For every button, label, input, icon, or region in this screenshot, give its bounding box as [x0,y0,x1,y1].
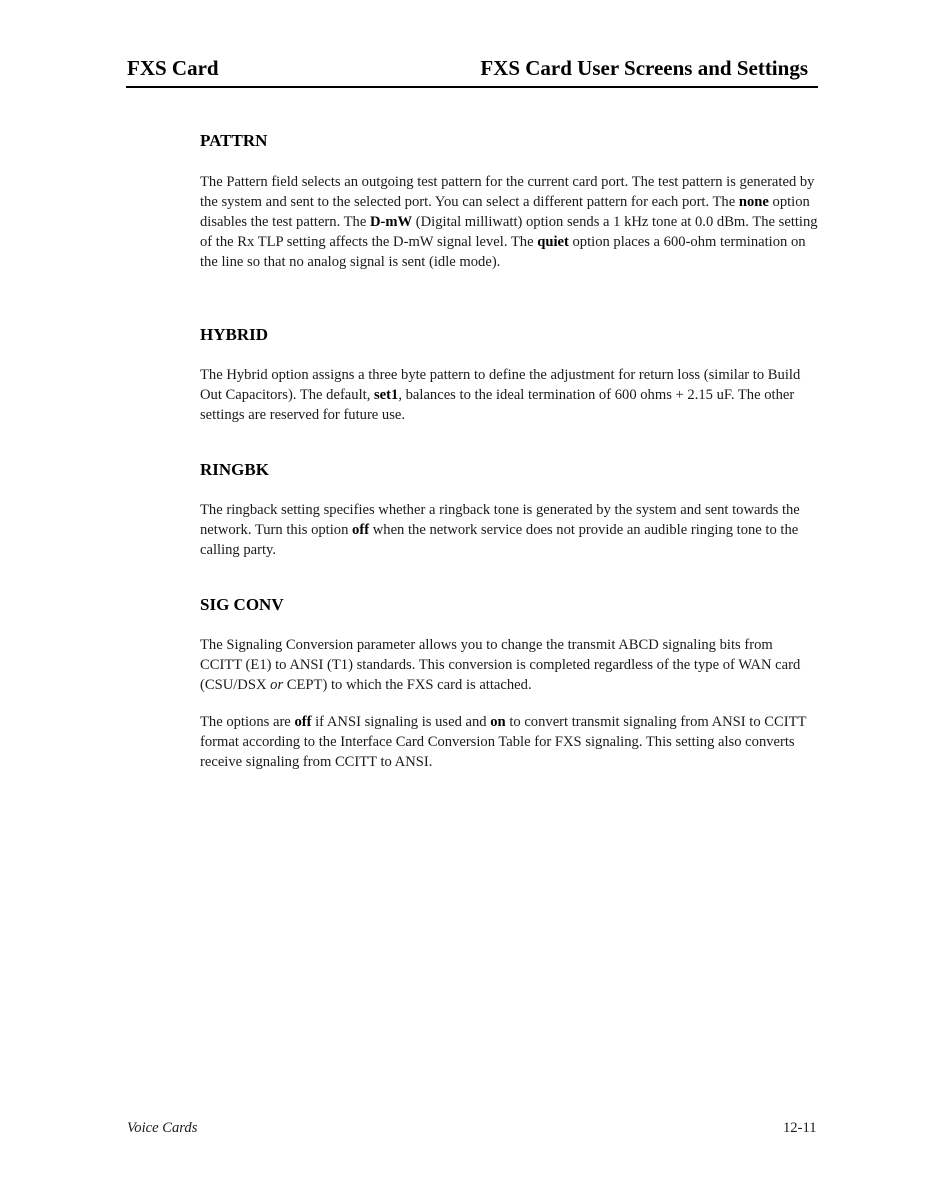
text-run: option disables the test pattern. The [200,194,810,230]
section-body-hybrid [200,365,818,425]
header-section-title: FXS Card User Screens and Settings [480,56,808,80]
header-chapter-title: FXS Card [127,56,219,80]
text-run: (Digital milliwatt) option sends a 1 kHz tone at 0.0 dBm. The setting of the Rx TLP setting affects the D-mW signal level. The [200,214,818,250]
text-run: The Hybrid option assigns a three byte pattern to define the adjustment for return loss (similar to Build Out Capacitors). The default, [200,367,801,403]
footer-chapter-name: Voice Cards [127,1120,198,1136]
section-body-pattrn [200,172,818,272]
text-run: The Pattern field selects an outgoing test pattern for the current card port. The test pattern is generated by the system and sent to the selected port. You can select a different pattern for each port. The [200,174,815,210]
section-title-hybrid: HYBRID [200,325,269,344]
text-run: , balances to the ideal termination of 600 ohms + 2.15 uF. The other settings are reserved for future use. [200,387,795,423]
text-run: when the network service does not provide an audible ringing tone to the calling party. [200,522,799,558]
text-run: option places a 600-ohm termination on the line so that no analog signal is sent (idle mode). [200,234,806,270]
option-d-mw: D-mW [369,214,413,230]
page-header [126,52,818,88]
section-body-ringbk [200,500,818,560]
emphasis-or: or [270,677,284,693]
option-on: on [490,714,506,730]
section-body-sig-conv-options [200,712,818,772]
section-title-ringbk: RINGBK [200,460,269,479]
option-off: off [352,522,370,538]
text-run: if ANSI signaling is used and [311,714,491,730]
section-title-sig-conv: SIG CONV [200,595,284,614]
page-number: 12-11 [783,1120,817,1136]
section-body-sig-conv [200,635,818,695]
section-title-pattrn: PATTRN [200,131,268,150]
text-run: The ringback setting specifies whether a ringback tone is generated by the system and sent towards the network. Turn this option [200,502,800,538]
option-off: off [294,714,312,730]
text-run: CEPT) to which the FXS card is attached. [283,677,532,693]
text-run: The Signaling Conversion parameter allows you to change the transmit ABCD signaling bits from CCITT (E1) to ANSI (T1) standards. This conversion is completed regardless of the type of WAN card (CSU/DSX [200,637,801,693]
option-set1: set1 [374,387,399,403]
option-quiet: quiet [537,234,569,250]
option-none: none [738,194,769,210]
text-run: to convert transmit signaling from ANSI to CCITT format according to the Interface Card Conversion Table for FXS signaling. This setting also converts receive signaling from CCITT to ANSI. [200,714,807,770]
text-run: The options are [200,714,295,730]
